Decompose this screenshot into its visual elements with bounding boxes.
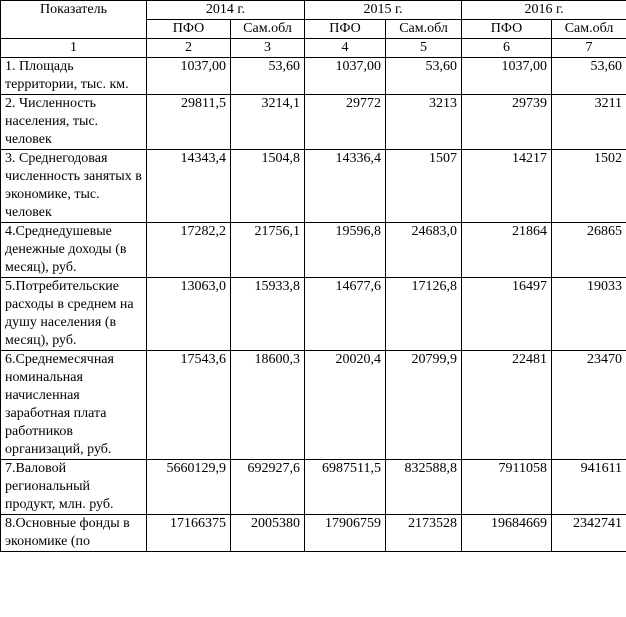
value-cell: 19033: [552, 278, 626, 351]
value-cell: 7911058: [462, 460, 552, 515]
value-cell: 17543,6: [147, 351, 231, 460]
indicator-label: 8.Основные фонды в экономике (по: [1, 515, 147, 552]
subcol-header: ПФО: [462, 20, 552, 39]
column-index: 1: [1, 39, 147, 58]
year-header-2014: 2014 г.: [147, 1, 305, 20]
column-index: 5: [386, 39, 462, 58]
value-cell: 2005380: [231, 515, 305, 552]
value-cell: 6987511,5: [305, 460, 386, 515]
value-cell: 24683,0: [386, 223, 462, 278]
value-cell: 21864: [462, 223, 552, 278]
value-cell: 26865: [552, 223, 626, 278]
table-row: [1, 223, 626, 278]
value-cell: 22481: [462, 351, 552, 460]
column-index: 3: [231, 39, 305, 58]
value-cell: 20020,4: [305, 351, 386, 460]
indicator-label: 2. Численность населения, тыс. человек: [1, 95, 147, 150]
value-cell: 16497: [462, 278, 552, 351]
value-cell: 19684669: [462, 515, 552, 552]
column-index: 2: [147, 39, 231, 58]
value-cell: 14677,6: [305, 278, 386, 351]
table-row: [1, 351, 626, 460]
header-row-years: [1, 1, 626, 20]
subcol-header: ПФО: [147, 20, 231, 39]
year-header-2015: 2015 г.: [305, 1, 462, 20]
subcol-header: Сам.обл: [552, 20, 626, 39]
table-row: [1, 95, 626, 150]
value-cell: 21756,1: [231, 223, 305, 278]
indicator-label: 3. Среднегодовая численность занятых в экономике, тыс. человек: [1, 150, 147, 223]
value-cell: 14217: [462, 150, 552, 223]
value-cell: 1507: [386, 150, 462, 223]
table-row: [1, 278, 626, 351]
value-cell: 13063,0: [147, 278, 231, 351]
value-cell: 18600,3: [231, 351, 305, 460]
value-cell: 1504,8: [231, 150, 305, 223]
subcol-header: Сам.обл: [386, 20, 462, 39]
value-cell: 29739: [462, 95, 552, 150]
value-cell: 20799,9: [386, 351, 462, 460]
value-cell: 15933,8: [231, 278, 305, 351]
subcol-header: Сам.обл: [231, 20, 305, 39]
column-index: 7: [552, 39, 626, 58]
value-cell: 23470: [552, 351, 626, 460]
value-cell: 5660129,9: [147, 460, 231, 515]
value-cell: 1502: [552, 150, 626, 223]
value-cell: 941611: [552, 460, 626, 515]
value-cell: 14343,4: [147, 150, 231, 223]
indicator-label: 6.Среднемесячная номинальная начисленная заработная плата работников организаций, руб.: [1, 351, 147, 460]
indicator-label: 5.Потребительские расходы в среднем на душу населения (в месяц), руб.: [1, 278, 147, 351]
indicator-header: Показатель: [1, 1, 147, 39]
value-cell: 1037,00: [147, 58, 231, 95]
year-header-2016: 2016 г.: [462, 1, 626, 20]
value-cell: 17906759: [305, 515, 386, 552]
indicator-label: 7.Валовой региональный продукт, млн. руб.: [1, 460, 147, 515]
subcol-header: ПФО: [305, 20, 386, 39]
value-cell: 14336,4: [305, 150, 386, 223]
indicator-label: 4.Среднедушевые денежные доходы (в месяц), руб.: [1, 223, 147, 278]
value-cell: 17166375: [147, 515, 231, 552]
value-cell: 29772: [305, 95, 386, 150]
value-cell: 3214,1: [231, 95, 305, 150]
value-cell: 17126,8: [386, 278, 462, 351]
table-row: [1, 150, 626, 223]
value-cell: 832588,8: [386, 460, 462, 515]
value-cell: 3213: [386, 95, 462, 150]
value-cell: 1037,00: [462, 58, 552, 95]
column-index-row: [1, 39, 626, 58]
value-cell: 53,60: [386, 58, 462, 95]
table-row: [1, 58, 626, 95]
column-index: 6: [462, 39, 552, 58]
table-row: [1, 460, 626, 515]
value-cell: 692927,6: [231, 460, 305, 515]
value-cell: 19596,8: [305, 223, 386, 278]
indicator-label: 1. Площадь территории, тыс. км.: [1, 58, 147, 95]
value-cell: 3211: [552, 95, 626, 150]
value-cell: 17282,2: [147, 223, 231, 278]
value-cell: 2173528: [386, 515, 462, 552]
value-cell: 53,60: [231, 58, 305, 95]
value-cell: 53,60: [552, 58, 626, 95]
column-index: 4: [305, 39, 386, 58]
value-cell: 29811,5: [147, 95, 231, 150]
value-cell: 1037,00: [305, 58, 386, 95]
value-cell: 2342741: [552, 515, 626, 552]
table-row: [1, 515, 626, 552]
